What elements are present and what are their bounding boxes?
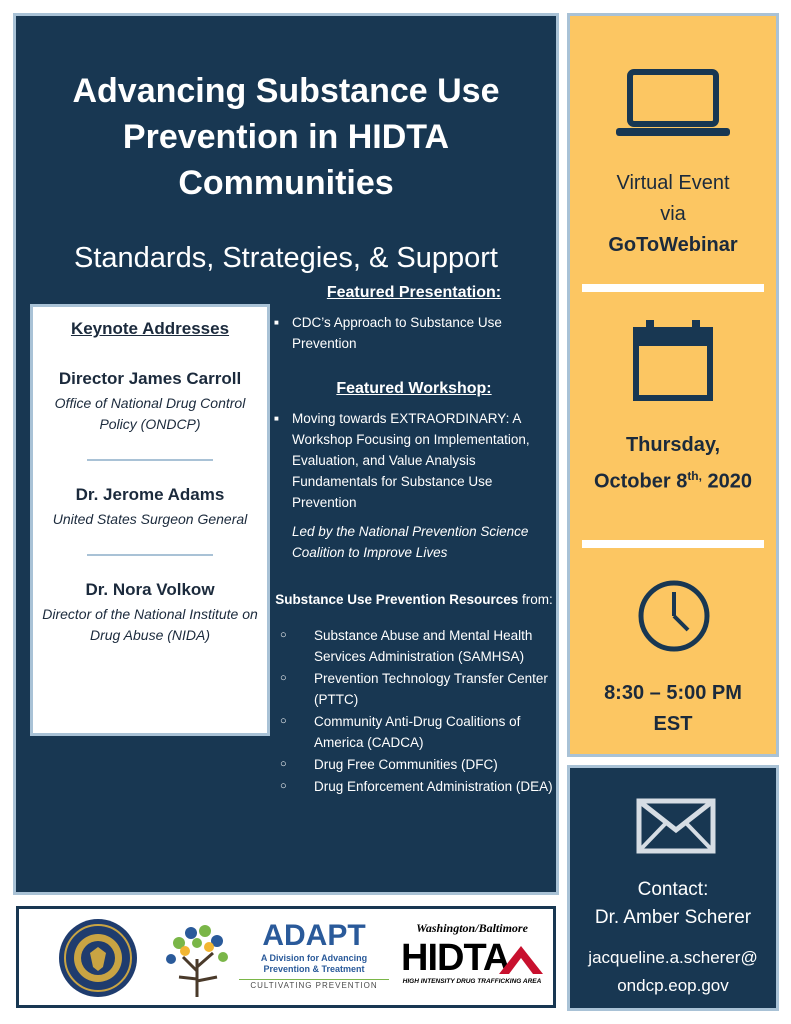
- contact-panel: [570, 768, 776, 1008]
- hidta-subtitle: HIGH INTENSITY DRUG TRAFFICKING AREA: [402, 978, 542, 985]
- event-date-text: October 8: [593, 470, 688, 493]
- hidta-logo: [397, 921, 547, 985]
- adapt-logo: [239, 919, 389, 992]
- contact-email-domain[interactable]: ondcp.eop.gov: [617, 976, 729, 995]
- resources-heading-rest: from:: [518, 592, 553, 607]
- list-item: [274, 754, 554, 775]
- event-details-panel: [570, 16, 776, 754]
- divider: [87, 459, 213, 461]
- featured-presentation-heading: Featured Presentation:: [326, 284, 502, 301]
- resources-heading: [274, 589, 554, 611]
- page-title: Advancing Substance Use Prevention in HIDTA Communities: [72, 72, 500, 202]
- contact-name: Dr. Amber Scherer: [594, 907, 752, 928]
- divider: [582, 540, 764, 548]
- event-timezone: EST: [653, 713, 693, 735]
- eop-seal-logo: [57, 917, 139, 999]
- clock-icon: [636, 578, 712, 654]
- contact-email[interactable]: jacqueline.a.scherer@: [588, 948, 758, 967]
- resources-list: [274, 625, 554, 797]
- adapt-tagline: CULTIVATING PREVENTION: [239, 979, 389, 992]
- page-subtitle: Standards, Strategies, & Support: [74, 242, 498, 274]
- list-item: [274, 668, 554, 710]
- speaker-name: Dr. Nora Volkow: [85, 580, 215, 599]
- presentation-text: CDC’s Approach to Substance Use Prevention: [292, 315, 502, 351]
- event-format: Virtual Event: [616, 172, 730, 194]
- list-item: [274, 625, 554, 667]
- event-time: 8:30 – 5:00 PM: [604, 682, 742, 704]
- circle-bullet-icon: ○: [280, 715, 287, 727]
- speaker-role: Office of National Drug Control Policy (ONDCP): [54, 395, 246, 432]
- event-date: [570, 461, 776, 498]
- workshop-led-by: Led by the National Prevention Science Coalition to Improve Lives: [292, 524, 529, 560]
- event-platform: GoToWebinar: [608, 234, 738, 256]
- divider: [87, 554, 213, 556]
- resource-text: Community Anti-Drug Coalitions of America (CADCA): [314, 714, 521, 750]
- hidta-emblem-icon: [499, 942, 543, 974]
- speaker-name: Dr. Jerome Adams: [75, 485, 225, 504]
- event-date-suffix: th,: [687, 469, 702, 483]
- square-bullet-icon: ■: [274, 414, 279, 423]
- square-bullet-icon: ■: [274, 318, 279, 327]
- event-day: Thursday,: [625, 434, 721, 456]
- main-panel: [16, 16, 556, 892]
- speaker-role: United States Surgeon General: [52, 511, 248, 527]
- divider: [582, 284, 764, 292]
- list-item: [274, 711, 554, 753]
- event-via: via: [660, 203, 686, 225]
- envelope-icon: [636, 798, 716, 854]
- resources-heading-bold: Substance Use Prevention Resources: [275, 592, 519, 607]
- event-date-year: 2020: [701, 470, 753, 493]
- circle-bullet-icon: ○: [280, 758, 287, 770]
- keynote-box: [30, 304, 270, 736]
- resource-text: Drug Enforcement Administration (DEA): [314, 779, 553, 794]
- speaker-role: Director of the National Institute on Drug Abuse (NIDA): [42, 606, 258, 643]
- circle-bullet-icon: ○: [280, 629, 287, 641]
- logos-strip: [16, 906, 556, 1008]
- laptop-icon: [616, 68, 730, 140]
- speaker-name: Director James Carroll: [58, 369, 242, 388]
- list-item: [274, 408, 554, 513]
- circle-bullet-icon: ○: [280, 780, 287, 792]
- list-item: [274, 312, 554, 354]
- hidta-region: Washington/Baltimore: [416, 921, 528, 935]
- keynote-heading: Keynote Addresses: [70, 319, 230, 338]
- adapt-subtitle: A Division for Advancing Prevention & Treatment: [260, 953, 368, 974]
- calendar-icon: [632, 318, 714, 402]
- circle-bullet-icon: ○: [280, 672, 287, 684]
- adapt-title: ADAPT: [262, 919, 366, 952]
- program-column: [274, 284, 554, 798]
- tree-logo-icon: [159, 919, 235, 999]
- resource-text: Substance Abuse and Mental Health Services Administration (SAMHSA): [314, 628, 533, 664]
- list-item: [274, 776, 554, 797]
- hidta-title: HIDTA: [401, 937, 510, 979]
- contact-label: Contact:: [637, 879, 709, 900]
- resource-text: Prevention Technology Transfer Center (PTTC): [314, 671, 548, 707]
- resource-text: Drug Free Communities (DFC): [314, 757, 498, 772]
- featured-workshop-heading: Featured Workshop:: [336, 380, 492, 397]
- workshop-text: Moving towards EXTRAORDINARY: A Workshop Focusing on Implementation, Evaluation, and Value Analysis Fundamentals for Substance Use Prevention: [292, 411, 530, 510]
